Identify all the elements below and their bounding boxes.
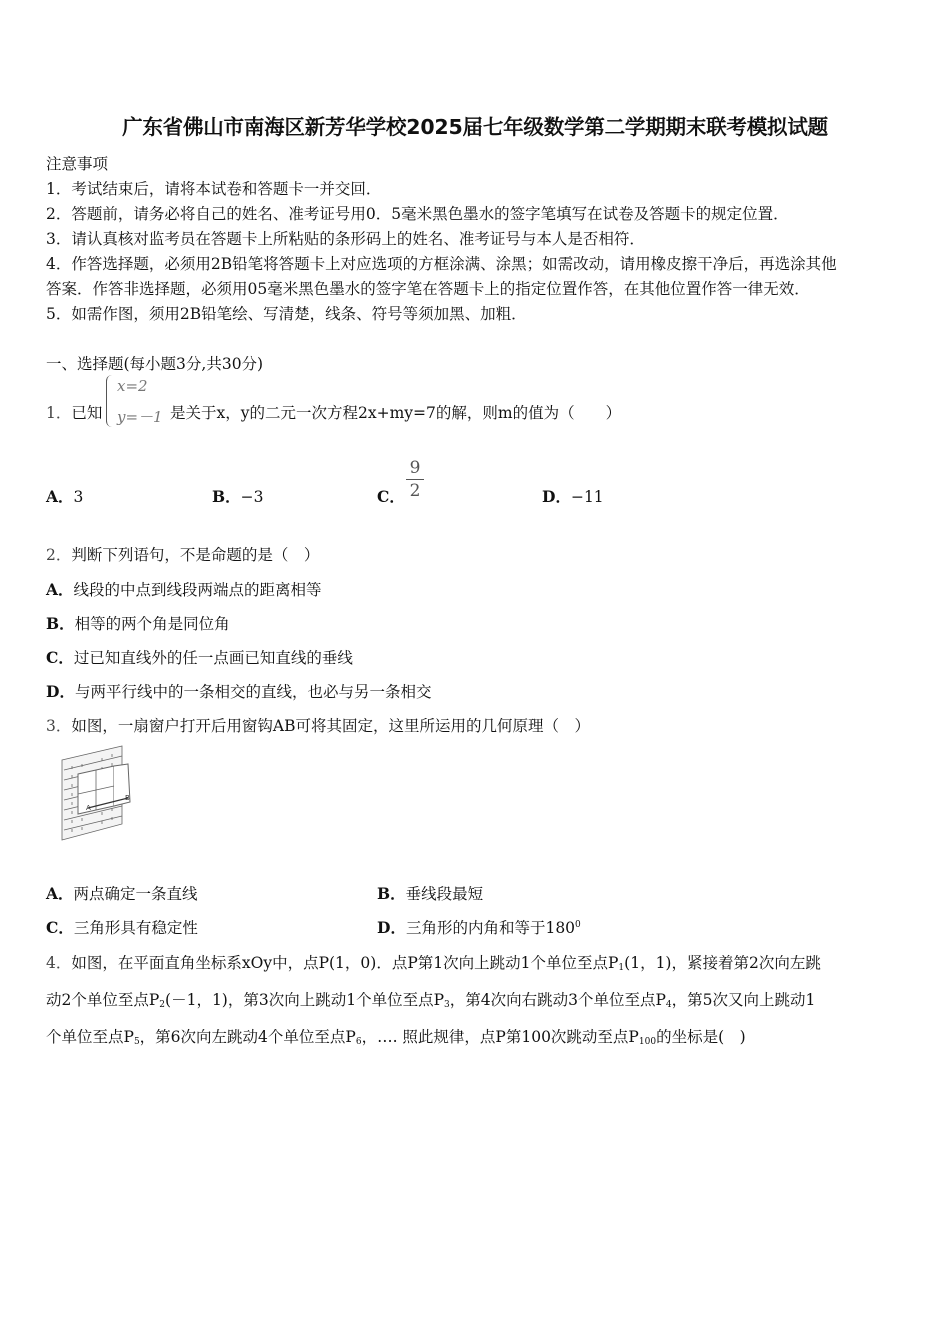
q4-text: ，…. 照此规律，点P第100次跳动至点P [361, 1028, 639, 1046]
q1-option-d [542, 485, 604, 507]
subscript: 6 [355, 1037, 362, 1047]
question-3 [46, 714, 590, 736]
subscript: 100 [638, 1037, 657, 1047]
q4-text: 动2个单位至点P [46, 991, 160, 1009]
q4-text: ，第6次向左跳动4个单位至点P [139, 1028, 356, 1046]
question-4-line-2 [46, 988, 815, 1010]
fraction-nine-halves [406, 458, 424, 501]
option-text: 线段的中点到线段两端点的距离相等 [73, 581, 322, 599]
q1-option-b [212, 485, 263, 507]
question-1 [46, 401, 102, 423]
subscript: 1 [618, 963, 625, 973]
subscript: 4 [665, 1000, 672, 1010]
page-title: 广东省佛山市南海区新芳华学校2025届七年级数学第二学期期末联考模拟试题 [122, 115, 828, 139]
q4-text: 如图，在平面直角坐标系xOy中，点P(1，0)．点P第1次向上跳动1个单位至点P [71, 954, 619, 972]
question-4-line-1 [46, 951, 821, 973]
option-text: 三角形的内角和等于180 [405, 919, 576, 937]
option-label: B． [212, 487, 241, 506]
option-label: A． [46, 580, 74, 599]
q2-option-d [46, 680, 431, 702]
q4-text: ，第4次向右跳动3个单位至点P [449, 991, 666, 1009]
figure-label-a: A [86, 804, 91, 812]
figure-label-b: B [125, 794, 130, 802]
notice-item-4: 4．作答选择题，必须用2B铅笔将答题卡上对应选项的方框涂满、涂黑；如需改动，请用橡皮擦干净后，再选涂其他 [46, 255, 837, 273]
q4-text: (－1，1)，第3次向上跳动1个单位至点P [165, 991, 445, 1009]
degree-superscript: 0 [575, 920, 581, 930]
option-label: B． [46, 614, 75, 633]
section-heading: 一、选择题(每小题3分,共30分) [46, 355, 264, 373]
option-label: B． [377, 884, 406, 903]
option-text: 过已知直线外的任一点画已知直线的垂线 [73, 649, 353, 667]
notice-item-3: 3．请认真核对监考员在答题卡上所粘贴的条形码上的姓名、准考证号与本人是否相符． [46, 230, 645, 248]
question-text: 如图，一扇窗户打开后用窗钩AB可将其固定，这里所运用的几何原理（ ） [71, 717, 590, 735]
question-number: 3． [46, 717, 72, 735]
subscript: 2 [159, 1000, 166, 1010]
question-1-text: 是关于x，y的二元一次方程2x+my=7的解，则m的值为（ ） [170, 404, 622, 422]
option-text: 三角形具有稳定性 [73, 919, 198, 937]
option-label: A． [46, 884, 74, 903]
fraction-denominator: 2 [409, 481, 421, 501]
equation-system-brace [106, 375, 117, 427]
q2-option-a [46, 578, 322, 600]
question-number: 2． [46, 546, 72, 564]
q1-option-a [46, 485, 83, 507]
question-number: 1． [46, 404, 72, 422]
q2-option-c [46, 646, 353, 668]
q3-option-d [377, 916, 581, 938]
option-label: D． [542, 487, 571, 506]
equation-y: y=－1 [117, 408, 163, 426]
q1-option-c [377, 485, 405, 507]
fraction-numerator: 9 [409, 458, 421, 478]
question-number: 4． [46, 954, 72, 972]
option-text: 两点确定一条直线 [73, 885, 198, 903]
question-prefix: 已知 [71, 404, 103, 422]
notice-item-5: 5．如需作图，须用2B铅笔绘、写清楚，线条、符号等须加黑、加粗． [46, 305, 527, 323]
option-text: 与两平行线中的一条相交的直线，也必与另一条相交 [74, 683, 432, 701]
q2-option-b [46, 612, 230, 634]
notice-item-4-cont: 答案．作答非选择题，必须用05毫米黑色墨水的签字笔在答题卡上的指定位置作答，在其他位置作答一律无效． [46, 280, 810, 298]
q4-text: 个单位至点P [46, 1028, 134, 1046]
notice-item-1: 1．考试结束后，请将本试卷和答题卡一并交回． [46, 180, 382, 198]
window-figure [58, 744, 138, 844]
q3-option-a [46, 882, 198, 904]
q4-text: 的坐标是( ) [656, 1028, 746, 1046]
option-label: D． [377, 918, 406, 937]
option-text: 相等的两个角是同位角 [74, 615, 230, 633]
q4-text: (1，1)，紧接着第2次向左跳 [624, 954, 821, 972]
option-label: C． [46, 648, 74, 667]
option-label: A． [46, 487, 74, 506]
subscript: 3 [444, 1000, 450, 1010]
q3-option-b [377, 882, 483, 904]
option-label: C． [46, 918, 74, 937]
subscript: 5 [133, 1037, 140, 1047]
question-text: 判断下列语句，不是命题的是（ ） [71, 546, 320, 564]
option-text: −11 [570, 488, 604, 506]
question-2 [46, 543, 319, 565]
option-label: C． [377, 487, 405, 506]
option-text: −3 [240, 488, 264, 506]
q4-text: ，第5次又向上跳动1 [671, 991, 816, 1009]
equation-x: x=2 [117, 377, 148, 395]
q3-option-c [46, 916, 198, 938]
question-4-line-3 [46, 1025, 746, 1047]
option-label: D． [46, 682, 75, 701]
notice-item-2: 2．答题前，请务必将自己的姓名、准考证号用0．5毫米黑色墨水的签字笔填写在试卷及答题卡的规定位置． [46, 205, 789, 223]
option-text: 3 [73, 488, 84, 506]
notice-heading: 注意事项 [46, 155, 109, 173]
fraction-bar [406, 479, 424, 480]
option-text: 垂线段最短 [405, 885, 484, 903]
